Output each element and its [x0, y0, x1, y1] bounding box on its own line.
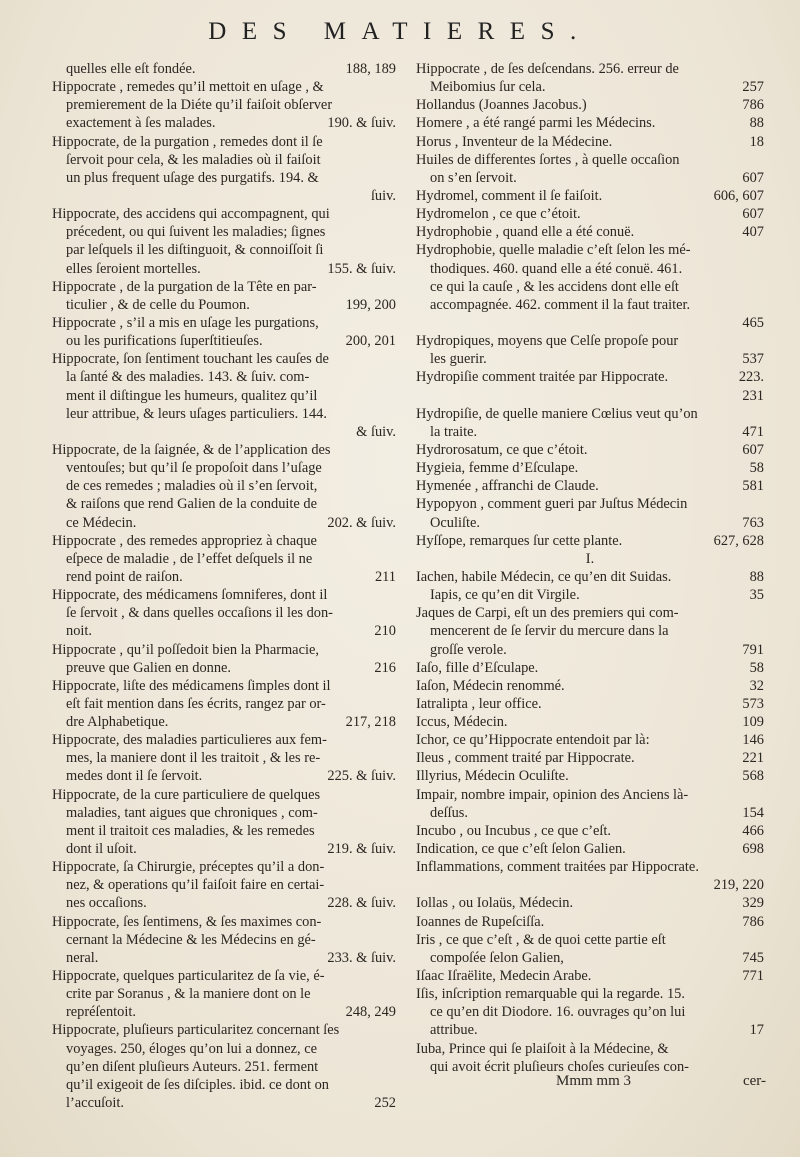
- index-text: Iaſon, Médecin renommé.: [416, 677, 565, 694]
- index-line: [416, 477, 764, 495]
- page-reference: 786: [742, 97, 764, 114]
- index-line: maladies, tant aigues que chroniques , com-: [66, 804, 318, 821]
- page-reference: 471: [742, 423, 764, 440]
- index-text: dont il uſoit.: [66, 841, 137, 858]
- page-reference: 188, 189: [345, 61, 396, 77]
- index-line: de ces remedes ; maladies où il s’en ſervoit,: [66, 478, 318, 495]
- page-reference: 210: [374, 623, 396, 640]
- page-reference: 745: [742, 949, 764, 966]
- index-text: Ichor, ce qu’Hippocrate entendoit par là:: [416, 732, 650, 749]
- index-line: [416, 350, 764, 368]
- page-reference: 228. & ſuiv.: [327, 895, 396, 912]
- index-line: qu’en diſent pluſieurs Auteurs. 251. ferment: [66, 1058, 319, 1075]
- index-line: Hippocrate, des maladies particulieres aux fem-: [52, 732, 327, 749]
- index-line: Iris , ce que c’eſt , & de quoi cette partie eſt: [416, 931, 666, 948]
- index-text: ticulier , & de celle du Poumon.: [66, 296, 250, 313]
- page-reference: 109: [742, 714, 764, 731]
- index-text: noit.: [66, 623, 92, 640]
- index-line: [416, 78, 764, 96]
- page-reference: 221: [742, 750, 764, 767]
- index-line: ſervoit pour cela, & les maladies où il faiſoit: [66, 151, 321, 168]
- index-line: Hippocrate, ſa Chirurgie, préceptes qu’il a don-: [52, 859, 325, 876]
- index-line: [416, 568, 764, 586]
- page-reference: 88: [749, 568, 764, 585]
- page-reference: 32: [749, 677, 764, 694]
- index-line: [416, 133, 764, 151]
- page-reference: 146: [742, 732, 764, 749]
- index-text: Indication, ce que c’eſt ſelon Galien.: [416, 841, 626, 858]
- catchword: cer-: [742, 1073, 766, 1089]
- index-line: qui avoit écrit pluſieurs choſes curieuſes con-: [430, 1058, 689, 1075]
- page-reference: 607: [742, 169, 764, 186]
- index-line: ment il traitoit ces maladies, & les remedes: [66, 822, 315, 839]
- index-text: Hymenée , affranchi de Claude.: [416, 478, 599, 495]
- index-line: [416, 749, 764, 767]
- index-text: les guerir.: [430, 351, 487, 368]
- index-line: Hypopyon , comment gueri par Juſtus Médecin: [416, 496, 688, 513]
- index-line: 219, 220: [713, 877, 764, 894]
- index-line: 231: [742, 387, 764, 404]
- page-reference: 568: [742, 768, 764, 785]
- page-reference: 154: [742, 804, 764, 821]
- index-line: 465: [742, 314, 764, 331]
- index-text: l’accuſoit.: [66, 1095, 124, 1112]
- index-line: ventouſes; but qu’il ſe propoſoit dans l’uſage: [66, 460, 322, 477]
- index-text: dre Alphabetique.: [66, 714, 169, 731]
- index-line: Inflammations, comment traitées par Hippocrate.: [416, 859, 699, 876]
- index-line: mencerent de ſe ſervir du mercure dans la: [430, 623, 669, 640]
- signature-mark: Mmm mm 3: [556, 1073, 632, 1089]
- index-line: [416, 223, 764, 241]
- index-line: mes, la maniere dont il les traitoit , & les re-: [66, 750, 321, 767]
- index-text: Iapis, ce qu’en dit Virgile.: [430, 587, 580, 604]
- page-reference: 329: [742, 895, 764, 912]
- index-line: qu’il exigeoit de ſes diſciples. ibid. ce dont on: [66, 1076, 329, 1093]
- index-line: ce qu’en dit Diodore. 16. ouvrages qu’on lui: [430, 1004, 686, 1021]
- index-line: ment il diſtingue les humeurs, qualitez qu’il: [66, 387, 318, 404]
- index-line: [416, 205, 764, 223]
- index-line: Hippocrate, liſte des médicamens ſimples dont il: [52, 677, 331, 694]
- index-line: [52, 514, 396, 532]
- index-line: [416, 949, 764, 967]
- index-text: exactement à ſes malades.: [66, 115, 216, 132]
- index-line: crite par Soranus , & la maniere dont on le: [66, 986, 311, 1003]
- page-reference: 58: [749, 460, 764, 477]
- page-reference: 786: [742, 913, 764, 930]
- page-reference: 58: [749, 659, 764, 676]
- index-text: Incubo , ou Incubus , ce que c’eſt.: [416, 822, 612, 839]
- page-reference: 791: [742, 641, 764, 658]
- index-line: [52, 1003, 396, 1021]
- index-line: Impair, nombre impair, opinion des Anciens là-: [416, 786, 689, 803]
- index-text: Iſaac Iſraëlite, Medecin Arabe.: [416, 968, 592, 985]
- index-text: Hydrophobie , quand elle a été conuë.: [416, 224, 635, 241]
- page-reference: 581: [742, 478, 764, 495]
- index-line: Jaques de Carpi, eſt un des premiers qui com-: [416, 605, 679, 622]
- index-line: un plus frequent uſage des purgatifs. 194. &: [66, 169, 319, 186]
- index-line: [52, 894, 396, 912]
- index-text: Horus , Inventeur de la Médecine.: [416, 133, 613, 150]
- page-reference: 466: [742, 822, 764, 839]
- page-reference: 211: [374, 568, 396, 585]
- index-line: Iſis, inſcription remarquable qui la regarde. 15.: [416, 986, 685, 1003]
- index-text: ou les purifications ſuperſtitieuſes.: [66, 333, 263, 350]
- index-text: Iaſo, fille d’Eſculape.: [416, 659, 539, 676]
- page-reference: 627, 628: [713, 532, 764, 549]
- index-text: la traite.: [430, 423, 478, 440]
- index-line: [52, 114, 396, 132]
- index-line: Hippocrate, ſon ſentiment touchant les cauſes de: [52, 351, 329, 368]
- index-line: [416, 731, 764, 749]
- index-line: Hippocrate, ſes ſentimens, & ſes maximes con-: [52, 913, 322, 930]
- index-line: ſuiv.: [370, 187, 396, 204]
- index-text: neral.: [66, 949, 99, 966]
- index-line: [52, 767, 396, 785]
- index-line: [52, 296, 396, 314]
- page-reference: 190. & ſuiv.: [327, 115, 396, 132]
- index-line: [416, 913, 764, 931]
- page-reference: 225. & ſuiv.: [327, 768, 396, 785]
- running-header: DES MATIERES.: [208, 18, 592, 45]
- index-line: [52, 568, 396, 586]
- index-text: attribue.: [430, 1022, 478, 1039]
- index-text: Hyſſope, remarques ſur cette plante.: [416, 532, 623, 549]
- page-reference: 252: [374, 1095, 396, 1112]
- index-line: [416, 441, 764, 459]
- index-text: groſſe verole.: [430, 641, 507, 658]
- index-line: [416, 187, 764, 205]
- page-reference: 219. & ſuiv.: [327, 841, 396, 858]
- index-line: Hippocrate, de la cure particuliere de quelques: [52, 786, 321, 803]
- index-text: Iccus, Médecin.: [416, 714, 508, 731]
- index-text: compoſée ſelon Galien,: [430, 949, 564, 966]
- index-line: [416, 840, 764, 858]
- page-reference: 216: [374, 659, 396, 676]
- page-reference: 607: [742, 206, 764, 223]
- page-reference: 200, 201: [345, 333, 396, 350]
- index-line: [416, 713, 764, 731]
- index-line: [416, 368, 764, 386]
- index-text: quelles elle eſt fondée.: [66, 61, 196, 77]
- index-line: [416, 514, 764, 532]
- index-line: Huiles de differentes ſortes , à quelle occaſion: [416, 151, 680, 168]
- index-text: Hydromel, comment il ſe faiſoit.: [416, 187, 603, 204]
- page-reference: 217, 218: [345, 714, 396, 731]
- page-reference: 155. & ſuiv.: [327, 260, 396, 277]
- page-reference: 199, 200: [345, 296, 396, 313]
- page-reference: 257: [742, 79, 764, 96]
- page-reference: 202. & ſuiv.: [327, 514, 396, 531]
- index-line: eſpece de maladie , de l’effet deſquels il ne: [66, 550, 313, 567]
- index-line: [52, 1094, 396, 1112]
- index-text: Hygieia, femme d’Eſculape.: [416, 460, 579, 477]
- index-line: accompagnée. 462. comment il la faut traiter.: [430, 296, 691, 313]
- index-line: la ſanté & des maladies. 143. & ſuiv. com-: [66, 369, 310, 386]
- index-line: Hippocrate , qu’il poſſedoit bien la Pharmacie,: [52, 641, 319, 658]
- index-line: [416, 1021, 764, 1039]
- index-line: [416, 114, 764, 132]
- index-line: & ſuiv.: [356, 423, 396, 440]
- index-line: [416, 96, 764, 114]
- index-line: voyages. 250, éloges qu’on lui a donnez, ce: [66, 1040, 317, 1057]
- index-line: [416, 822, 764, 840]
- index-text: repréſentoit.: [66, 1004, 136, 1021]
- page-reference: 17: [749, 1022, 764, 1039]
- index-text: preuve que Galien en donne.: [66, 659, 232, 676]
- index-text: Ioannes de Rupeſciſſa.: [416, 913, 545, 930]
- index-line: I.: [585, 550, 595, 567]
- index-line: [416, 459, 764, 477]
- index-text: Iollas , ou Iolaüs, Médecin.: [416, 895, 574, 912]
- index-text: Iachen, habile Médecin, ce qu’en dit Suidas.: [416, 568, 672, 585]
- left-column: [52, 60, 396, 1112]
- index-text: Hydrorosatum, ce que c’étoit.: [416, 441, 588, 458]
- index-line: précedent, ou qui ſuivent les maladies; ſignes: [66, 224, 326, 241]
- index-line: Hippocrate, des accidens qui accompagnent, qui: [52, 206, 330, 223]
- index-line: [416, 532, 764, 550]
- page-reference: 248, 249: [345, 1004, 396, 1021]
- index-text: deſſus.: [430, 804, 468, 821]
- index-line: [52, 713, 396, 731]
- index-line: Hydropiques, moyens que Celſe propoſe pour: [416, 333, 679, 350]
- index-line: [52, 60, 396, 78]
- page-reference: 763: [742, 514, 764, 531]
- page-reference: 407: [742, 224, 764, 241]
- index-text: Meibomius ſur cela.: [430, 79, 546, 96]
- index-line: Hippocrate, de la purgation , remedes dont il ſe: [52, 133, 323, 150]
- index-text: rend point de raiſon.: [66, 568, 183, 585]
- index-text: medes dont il ſe ſervoit.: [66, 768, 203, 785]
- index-text: elles ſeroient mortelles.: [66, 260, 201, 277]
- index-line: [416, 169, 764, 187]
- index-line: ce qui la cauſe , & les accidens dont elle eſt: [430, 278, 679, 295]
- index-line: [52, 659, 396, 677]
- index-line: cernant la Médecine & les Médecins en gé-: [66, 931, 316, 948]
- index-text: Hydromelon , ce que c’étoit.: [416, 206, 581, 223]
- index-line: [52, 260, 396, 278]
- signature-line: [556, 1073, 766, 1090]
- page-reference: 573: [742, 695, 764, 712]
- page-reference: 223.: [738, 369, 764, 386]
- index-line: Hippocrate, quelques particularitez de ſa vie, é-: [52, 968, 325, 985]
- index-line: Hippocrate , de la purgation de la Tête en par-: [52, 278, 317, 295]
- page-reference: 698: [742, 841, 764, 858]
- index-line: [52, 622, 396, 640]
- index-line: [416, 586, 764, 604]
- index-line: Hippocrate , de ſes deſcendans. 256. erreur de: [416, 61, 679, 77]
- page-reference: 771: [742, 968, 764, 985]
- index-line: nez, & operations qu’il faiſoit faire en certai-: [66, 877, 325, 894]
- index-text: Illyrius, Médecin Oculiſte.: [416, 768, 569, 785]
- index-line: premierement de la Diéte qu’il faiſoit obſerver: [66, 97, 333, 114]
- index-line: [416, 677, 764, 695]
- index-line: [416, 767, 764, 785]
- page-reference: 88: [749, 115, 764, 132]
- index-text: ce Médecin.: [66, 514, 137, 531]
- index-line: Hippocrate , remedes qu’il mettoit en uſage , &: [52, 79, 324, 96]
- index-line: par leſquels il les diſtinguoit, & connoiſſoit ſi: [66, 242, 324, 259]
- index-line: [52, 840, 396, 858]
- index-line: & raiſons que rend Galien de la conduite de: [66, 496, 317, 513]
- page-reference: 606, 607: [713, 187, 764, 204]
- index-text: nes occaſions.: [66, 895, 147, 912]
- index-text: Hollandus (Joannes Jacobus.): [416, 97, 587, 114]
- page-reference: 35: [749, 587, 764, 604]
- index-line: [416, 695, 764, 713]
- index-text: Ileus , comment traité par Hippocrate.: [416, 750, 635, 767]
- index-line: [416, 804, 764, 822]
- index-line: Hydrophobie, quelle maladie c’eſt ſelon les mé-: [416, 242, 691, 259]
- index-text: Homere , a été rangé parmi les Médecins.: [416, 115, 656, 132]
- index-line: Iuba, Prince qui ſe plaiſoit à la Médecine, &: [416, 1040, 669, 1057]
- index-line: Hippocrate, pluſieurs particularitez concernant ſes: [52, 1022, 340, 1039]
- page-reference: 607: [742, 441, 764, 458]
- index-line: ſe ſervoit , & dans quelles occaſions il les don-: [66, 605, 333, 622]
- index-line: [416, 659, 764, 677]
- index-line: [416, 967, 764, 985]
- index-line: [52, 949, 396, 967]
- index-line: Hydropiſie, de quelle maniere Cœlius veut qu’on: [416, 405, 698, 422]
- index-text: Hydropiſie comment traitée par Hippocrate.: [416, 369, 669, 386]
- index-text: on s’en ſervoit.: [430, 169, 517, 186]
- index-line: [416, 641, 764, 659]
- index-line: leur attribue, & leurs uſages particuliers. 144.: [66, 405, 327, 422]
- page-reference: 18: [749, 133, 764, 150]
- index-line: Hippocrate , s’il a mis en uſage les purgations,: [52, 314, 319, 331]
- index-line: Hippocrate, des médicamens ſomniferes, dont il: [52, 587, 328, 604]
- index-line: thodiques. 460. quand elle a été conuë. 461.: [430, 260, 683, 277]
- page-reference: 537: [742, 351, 764, 368]
- index-text: Iatralipta , leur office.: [416, 695, 542, 712]
- index-line: [416, 423, 764, 441]
- index-line: [416, 894, 764, 912]
- right-column: [416, 60, 764, 1076]
- index-line: Hippocrate, de la ſaignée, & de l’application des: [52, 441, 331, 458]
- index-line: eſt fait mention dans ſes écrits, rangez par or-: [66, 695, 326, 712]
- page-reference: 233. & ſuiv.: [327, 949, 396, 966]
- index-line: [52, 332, 396, 350]
- index-line: Hippocrate , des remedes appropriez à chaque: [52, 532, 317, 549]
- index-text: Oculiſte.: [430, 514, 480, 531]
